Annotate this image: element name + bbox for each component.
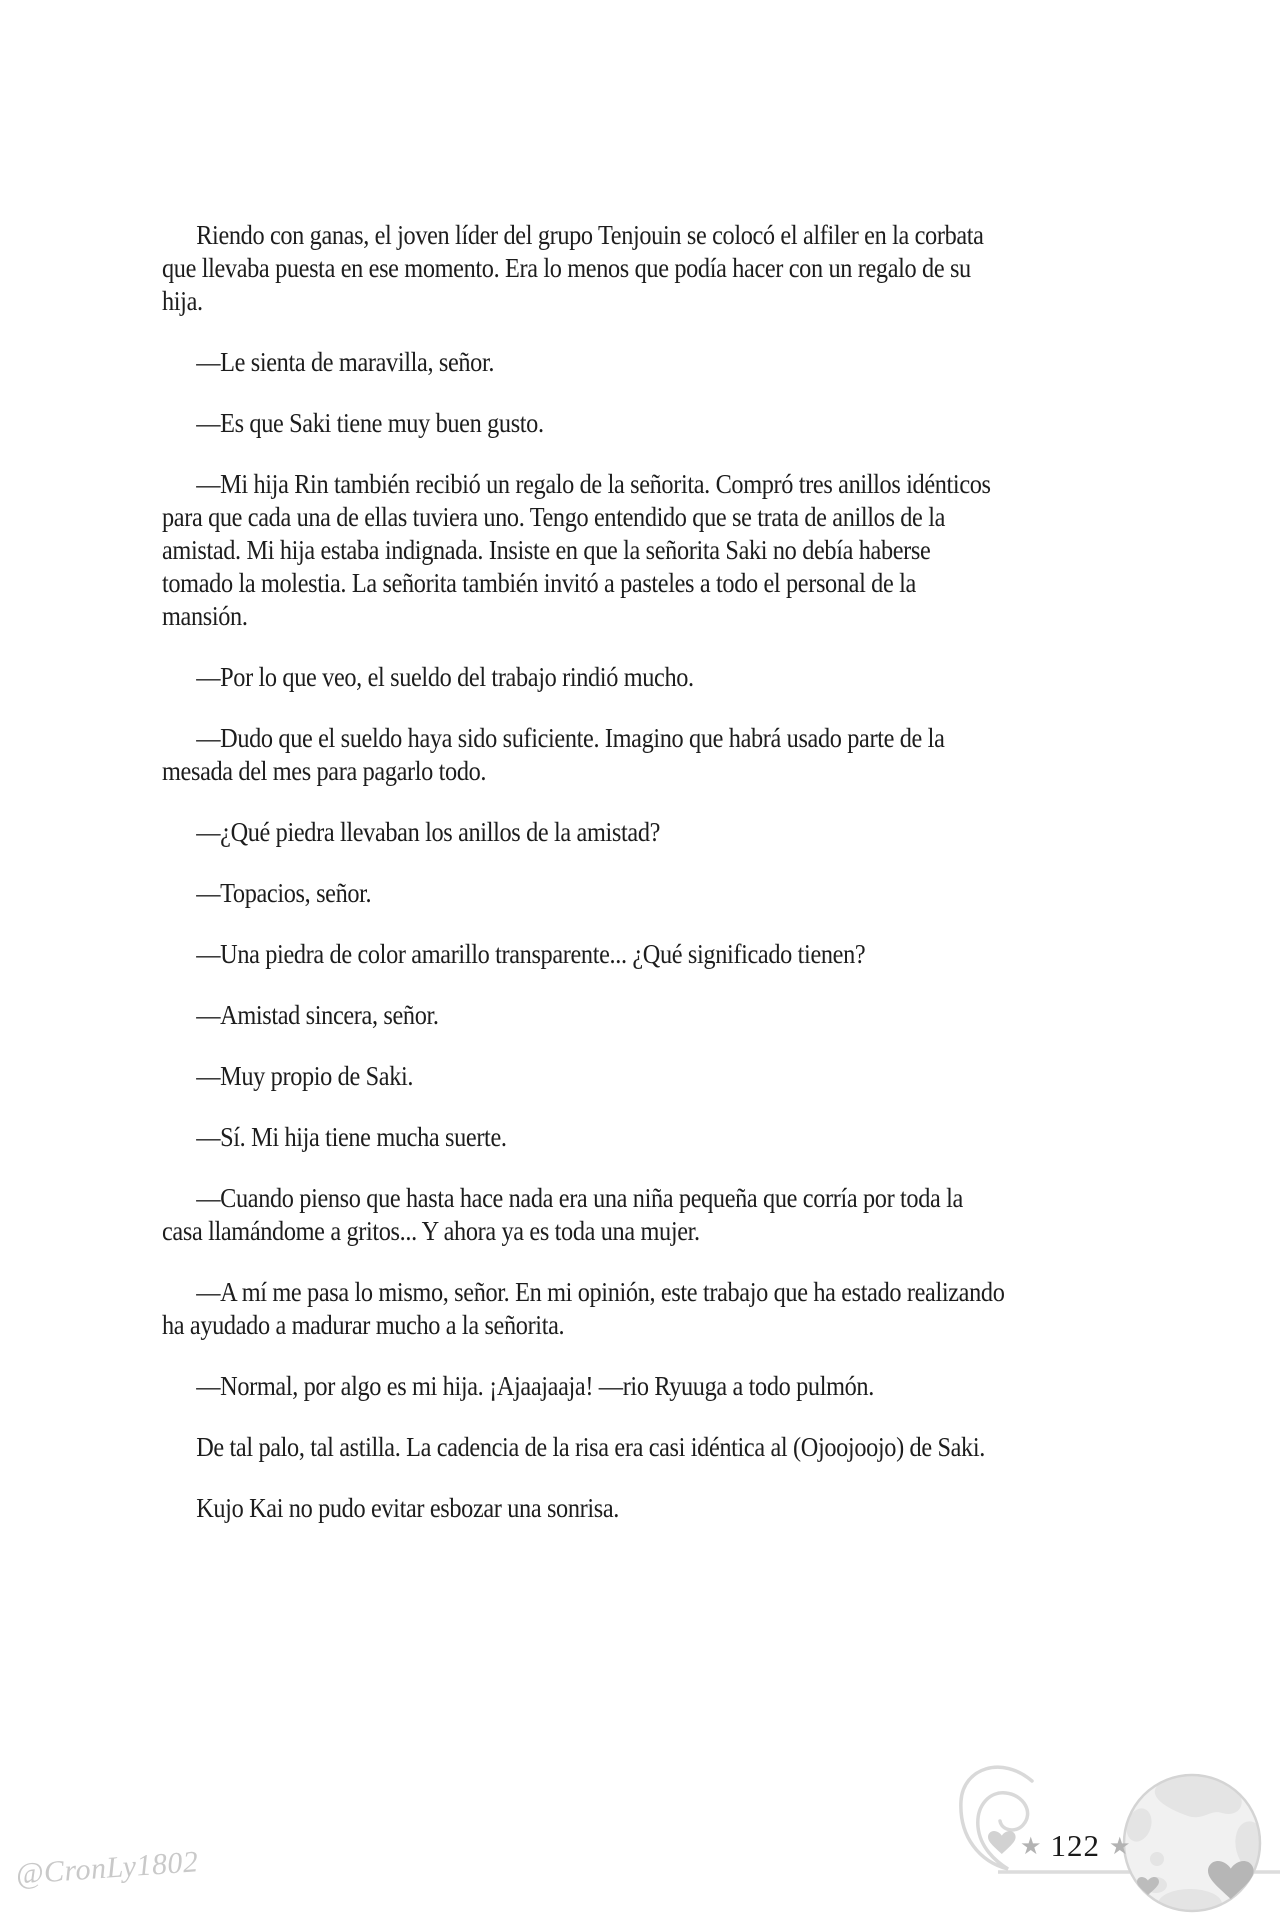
paragraph [162, 999, 1098, 1032]
paragraph [162, 1276, 1098, 1342]
paragraph [162, 1182, 1098, 1248]
paragraph [162, 346, 1098, 379]
text-line: —Es que Saki tiene muy buen gusto. [196, 408, 544, 438]
text-line: —Cuando pienso que hasta hace nada era una niña pequeña que corría por toda la [196, 1183, 963, 1213]
text-line: casa llamándome a gritos... Y ahora ya es toda una mujer. [162, 1216, 700, 1246]
paragraph [162, 938, 1098, 971]
text-line: —Le sienta de maravilla, señor. [196, 347, 495, 377]
paragraph [162, 219, 1098, 318]
text-line: —Una piedra de color amarillo transparente... ¿Qué significado tienen? [196, 939, 866, 969]
text-line: —Mi hija Rin también recibió un regalo de la señorita. Compró tres anillos idénticos [196, 469, 991, 499]
heart-icon [988, 1831, 1016, 1854]
text-line: para que cada una de ellas tuviera uno. Tengo entendido que se trata de anillos de la [162, 502, 946, 532]
text-line: —Dudo que el sueldo haya sido suficiente. Imagino que habrá usado parte de la [196, 723, 945, 753]
paragraph [162, 1370, 1098, 1403]
paragraph [162, 1431, 1098, 1464]
paragraph [162, 722, 1098, 788]
page-number-row [1020, 1830, 1131, 1861]
text-line: mansión. [162, 601, 248, 631]
text-line: hija. [162, 286, 203, 316]
star-icon: ★ [1109, 1831, 1131, 1860]
text-line: —Amistad sincera, señor. [196, 1000, 439, 1030]
paragraph [162, 1121, 1098, 1154]
text-line: mesada del mes para pagarlo todo. [162, 756, 487, 786]
watermark-text: @CronLy1802 [14, 1845, 200, 1891]
text-line: De tal palo, tal astilla. La cadencia de la risa era casi idéntica al (Ojoojoojo) de Saki. [196, 1432, 985, 1462]
paragraph [162, 661, 1098, 694]
text-line: —Sí. Mi hija tiene mucha suerte. [196, 1122, 507, 1152]
text-line: ha ayudado a madurar mucho a la señorita. [162, 1310, 565, 1340]
paragraph [162, 1060, 1098, 1093]
text-line: —Por lo que veo, el sueldo del trabajo rindió mucho. [196, 662, 694, 692]
paragraph [162, 468, 1098, 633]
text-line: —¿Qué piedra llevaban los anillos de la amistad? [196, 817, 661, 847]
text-line: tomado la molestia. La señorita también invitó a pasteles a todo el personal de la [162, 568, 916, 598]
paragraph [162, 877, 1098, 910]
text-line: —Topacios, señor. [196, 878, 372, 908]
text-line: —Muy propio de Saki. [196, 1061, 414, 1091]
text-line: —A mí me pasa lo mismo, señor. En mi opinión, este trabajo que ha estado realizando [196, 1277, 1005, 1307]
text-line: amistad. Mi hija estaba indignada. Insiste en que la señorita Saki no debía haberse [162, 535, 931, 565]
star-icon: ★ [1020, 1831, 1042, 1860]
text-line: que llevaba puesta en ese momento. Era lo menos que podía hacer con un regalo de su [162, 253, 971, 283]
page-text [162, 219, 1098, 1553]
text-line: Kujo Kai no pudo evitar esbozar una sonrisa. [196, 1493, 620, 1523]
text-line: —Normal, por algo es mi hija. ¡Ajaajaaja! —rio Ryuuga a todo pulmón. [196, 1371, 874, 1401]
moon-icon [1122, 1773, 1275, 1919]
text-line: Riendo con ganas, el joven líder del grupo Tenjouin se colocó el alfiler en la corbata [196, 220, 984, 250]
paragraph [162, 407, 1098, 440]
page-number: 122 [1050, 1828, 1101, 1863]
paragraph [162, 1492, 1098, 1525]
paragraph [162, 816, 1098, 849]
